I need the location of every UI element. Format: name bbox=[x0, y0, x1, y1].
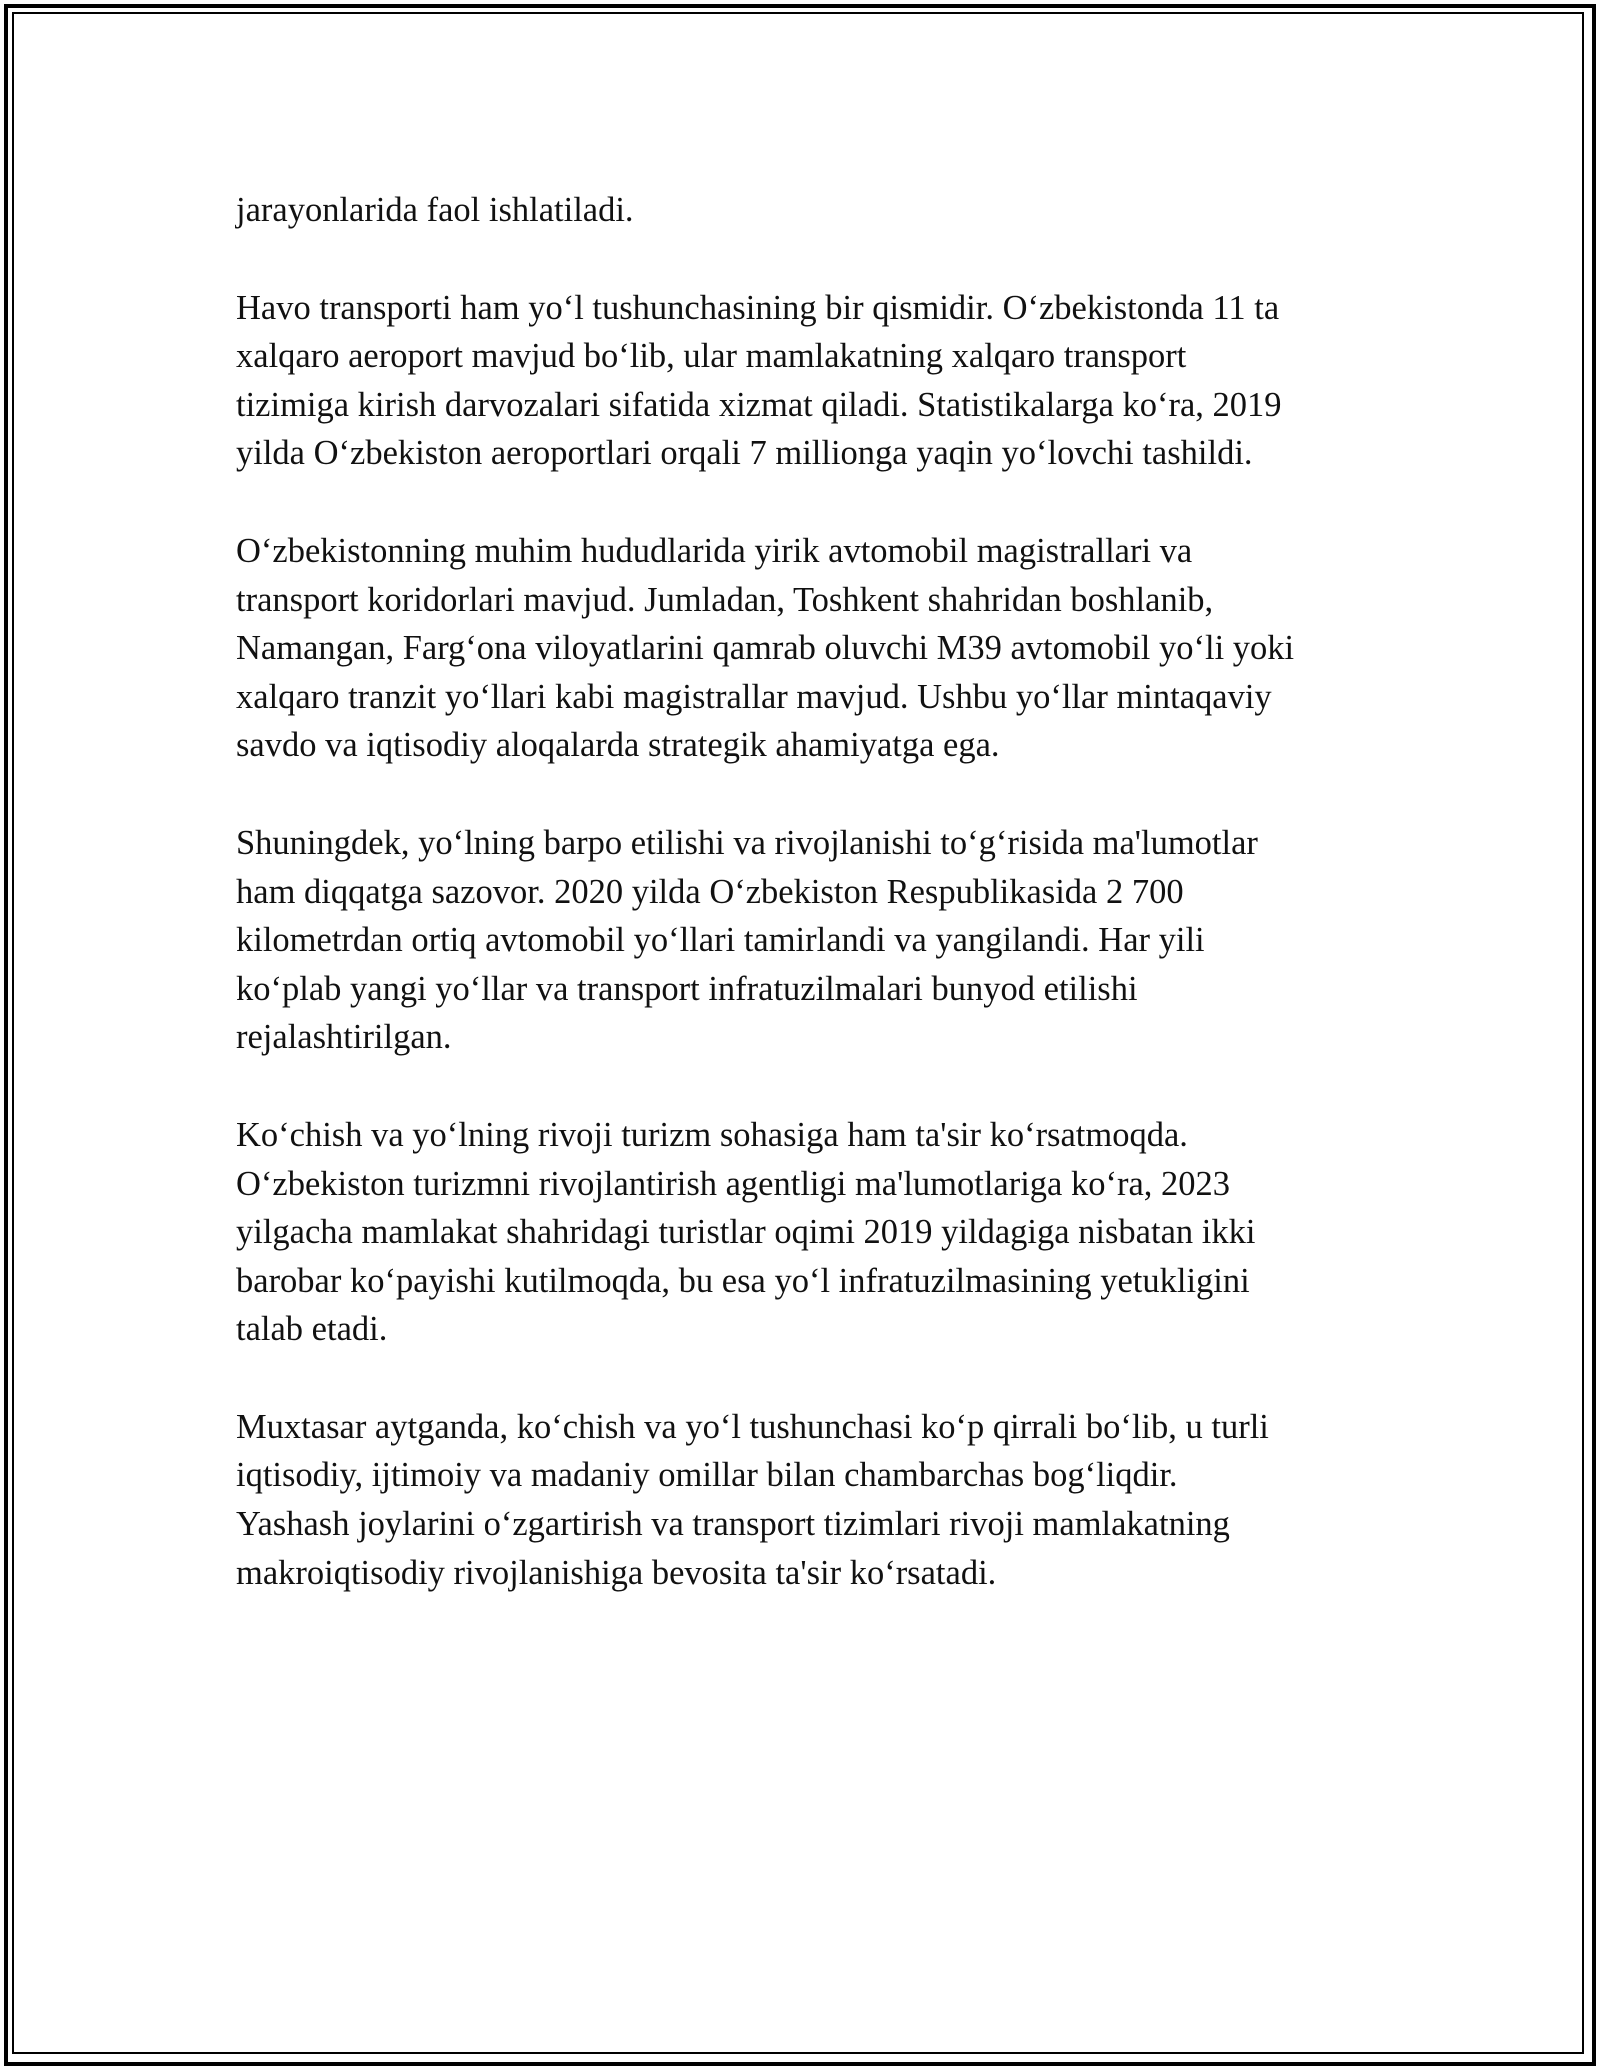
text-line: Namangan, Farg‘ona viloyatlarini qamrab oluvchi M39 avtomobil yo‘li yoki bbox=[236, 629, 1295, 668]
text-line: ham diqqatga sazovor. 2020 yilda O‘zbekiston Respublikasida 2 700 bbox=[236, 872, 1184, 911]
document-body bbox=[236, 186, 1376, 1646]
paragraph-5 bbox=[236, 1111, 1376, 1354]
paragraph-3 bbox=[236, 527, 1376, 770]
text-line: O‘zbekistonning muhim hududlarida yirik avtomobil magistrallari va bbox=[236, 531, 1193, 570]
text-line: Havo transporti ham yo‘l tushunchasining bir qismidir. O‘zbekistonda 11 ta bbox=[236, 288, 1280, 327]
text-line: kilometrdan ortiq avtomobil yo‘llari tamirlandi va yangilandi. Har yili bbox=[236, 921, 1205, 960]
text-line: xalqaro aeroport mavjud bo‘lib, ular mamlakatning xalqaro transport bbox=[236, 337, 1187, 376]
paragraph-2 bbox=[236, 284, 1376, 478]
text-line: transport koridorlari mavjud. Jumladan, Toshkent shahridan boshlanib, bbox=[236, 580, 1214, 619]
text-line: Shuningdek, yo‘lning barpo etilishi va rivojlanishi to‘g‘risida ma'lumotlar bbox=[236, 823, 1258, 862]
text-line: jarayonlarida faol ishlatiladi. bbox=[236, 191, 634, 229]
paragraph-4 bbox=[236, 819, 1376, 1062]
text-line: barobar ko‘payishi kutilmoqda, bu esa yo‘l infratuzilmasining yetukligini bbox=[236, 1261, 1250, 1300]
text-line: talab etadi. bbox=[236, 1310, 388, 1349]
text-line: Ko‘chish va yo‘lning rivoji turizm sohasiga ham ta'sir ko‘rsatmoqda. bbox=[236, 1115, 1188, 1154]
text-line: ko‘plab yangi yo‘llar va transport infratuzilmalari bunyod etilishi bbox=[236, 969, 1138, 1008]
text-line: iqtisodiy, ijtimoiy va madaniy omillar bilan chambarchas bog‘liqdir. bbox=[236, 1456, 1178, 1495]
paragraph-1 bbox=[236, 186, 1376, 235]
text-line: O‘zbekiston turizmni rivojlantirish agentligi ma'lumotlariga ko‘ra, 2023 bbox=[236, 1164, 1231, 1203]
text-line: makroiqtisodiy rivojlanishiga bevosita ta'sir ko‘rsatadi. bbox=[236, 1553, 997, 1592]
text-line: xalqaro tranzit yo‘llari kabi magistrallar mavjud. Ushbu yo‘llar mintaqaviy bbox=[236, 677, 1272, 716]
paragraph-6 bbox=[236, 1403, 1376, 1597]
text-line: yilda O‘zbekiston aeroportlari orqali 7 millionga yaqin yo‘lovchi tashildi. bbox=[236, 434, 1253, 473]
text-line: Yashash joylarini o‘zgartirish va transport tizimlari rivoji mamlakatning bbox=[236, 1505, 1230, 1544]
text-line: savdo va iqtisodiy aloqalarda strategik ahamiyatga ega. bbox=[236, 726, 1000, 765]
text-line: yilgacha mamlakat shahridagi turistlar oqimi 2019 yildagiga nisbatan ikki bbox=[236, 1213, 1256, 1252]
text-line: tizimiga kirish darvozalari sifatida xizmat qiladi. Statistikalarga ko‘ra, 2019 bbox=[236, 385, 1282, 424]
text-line: rejalashtirilgan. bbox=[236, 1018, 452, 1057]
text-line: Muxtasar aytganda, ko‘chish va yo‘l tushunchasi ko‘p qirrali bo‘lib, u turli bbox=[236, 1407, 1269, 1446]
